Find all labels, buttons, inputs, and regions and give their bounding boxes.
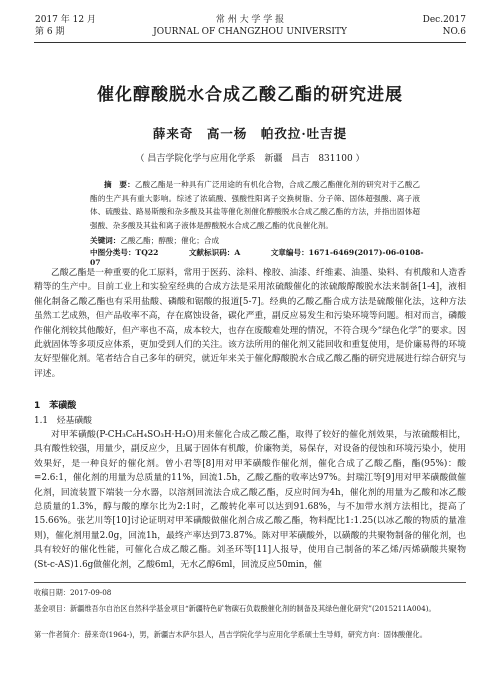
header-rule bbox=[34, 42, 466, 43]
footnote-author: 第一作者简介：薛来奇(1964-)，男，新疆吉木萨尔县人，昌吉学院化学与应用化学系硕士生导师，研究方向：固体酸催化。 bbox=[34, 630, 427, 639]
journal-name-cn: 常 州 大 学 学 报 bbox=[215, 15, 285, 25]
abstract-text: 乙酸乙酯是一种具有广泛用途的有机化合物，合成乙酸乙酯催化剂的研究对于乙酸乙酯的生产具有重大影响。综述了浓硫酸、强酸性阳离子交换树脂、分子筛、固体超强酸、离子液体、硫酸盐、路易斯酸和杂多酸及其盐等催化剂催化醇酸脱水合成乙酸乙酯的方法，并指出固体超强酸、杂多酸及其盐和离子液体是醇酸脱水合成乙酸乙酯的优良催化剂。 bbox=[90, 180, 420, 230]
clc-number: 中图分类号：TQ22 bbox=[90, 248, 159, 257]
keywords-label: 关键词： bbox=[90, 236, 121, 245]
header-right bbox=[423, 14, 466, 38]
intro-text: 乙酸乙酯是一种重要的化工原料，常用于医药、涂料、橡胶、油漆、纤维素、油墨、染料、有机酸和人造香精等的生产中。目前工业上和实验室经典的合成方法是采用浓硫酸催化的浓硫酸醇酸脱水法来制备[1-4]，液相催化制备乙酸乙酯也有采用盐酸、磷酸和锯酸的报道[5-7]。经典的乙酸乙酯合成方法是硫酸催化法，这种方法虽然工艺成熟，但产品收率不高，存在腐蚀设备，碳化严重，副反应易发生和污染环境等问题。相对而言，磷酸作催化剂较其他酸好，但产率也不高，成本较大，也存在废酸难处理的情况，不符合现今“绿色化学”的要求。因此就固体等多项反应体系，更加受到人们的关注。该方法所用的催化剂又能回收和重复使用，是价廉易得的环境友好型催化剂。笔者结合自己多年的研究，就近年来关于催化醇酸脱水合成乙酸乙酯的研究进展进行综合研究与评述。 bbox=[34, 268, 466, 379]
document-code: 文献标识码：A bbox=[188, 248, 241, 257]
footnote-rule bbox=[34, 582, 466, 583]
intro-paragraph bbox=[34, 266, 466, 381]
keywords bbox=[90, 235, 430, 246]
abstract bbox=[90, 178, 420, 232]
paper-title: 催化醇酸脱水合成乙酸乙酯的研究进展 bbox=[97, 85, 403, 105]
journal-name-en: JOURNAL OF CHANGZHOU UNIVERSITY bbox=[153, 27, 347, 37]
abstract-label: 摘 要： bbox=[104, 180, 135, 189]
section-heading-1: 1 苯磺酸 bbox=[34, 401, 77, 411]
footnote-received: 收稿日期：2017-09-08 bbox=[34, 588, 112, 597]
section-paragraph bbox=[34, 428, 466, 572]
author-list: 薛来奇 高一杨 帕孜拉·吐吉提 bbox=[152, 126, 348, 141]
classification-line bbox=[90, 247, 430, 267]
header-date-en: Dec.2017 bbox=[422, 15, 466, 25]
affiliation: （ 昌吉学院化学与应用化学系 新疆 昌吉 831100 ） bbox=[135, 154, 365, 164]
keywords-text: 乙酸乙酯；醇酸；催化；合成 bbox=[120, 236, 220, 245]
section-heading-1-1: 1.1 烃基磺酸 bbox=[34, 416, 92, 426]
article-number: 文章编号：1671-6469(2017)-06-0108-07 bbox=[90, 248, 424, 267]
footnote-fund: 基金项目：新疆维吾尔自治区自然科学基金项目“新疆特色矿物碳石负载酸催化剂的制备及其绿色催化研究”(2015211A004)。 bbox=[34, 604, 436, 613]
section-text: 对甲苯磺酸(P-CH₃C₆H₄SO₃H·H₂O)用来催化合成乙酸乙酯，取得了较好的催化剂效果，与浓硫酸相比，具有酸性较强，用量少，副反应少，且属于固体有机酸，价廉物美，易保存，对设备的侵蚀和环境污染小，使用效果好，是一种良好的催化剂。曾小君等[8]用对甲苯磺酸作催化剂，催化合成了乙酸乙酯，酯(95%)：酸=2.6:1，催化剂的用量为总质量的11%，回流1.5h，乙酸乙酯的收率达97%。封瑞江等[9]用对甲苯磺酸做催化剂，回流装置下端装一分水器，以溶剂回流法合成乙酸乙酯，反应时间为4h，催化剂的用量为乙酸和冰乙酸总质量的1.3%，醇与酸的摩尔比为2:1时，乙酸转化率可以达到91.68%，与不加带水剂方法相比，提高了15.66%。张艺川等[10]讨论证明对甲苯磺酸做催化剂合成乙酸乙酯，物料配比1:1.25(以冰乙酸的物质的量准则)，催化剂用量2.0g，回流1h，最终产率达到73.87%。陈对甲苯磺酸外，以磺酸的共聚物制备的催化剂，也具有较好的催化性能，可催化合成乙酸乙酯。刘圣环等[11]人报导，使用自己制备的苯乙烯/丙烯磺酸共聚物(St-c-AS)1.6g做催化剂，乙酸6ml，无水乙醇6ml，回流反应50min，催 bbox=[34, 430, 466, 570]
header-issue-en: NO.6 bbox=[442, 27, 466, 37]
header-date: 2017 年 12 月 bbox=[35, 15, 96, 25]
header-issue: 第 6 期 bbox=[35, 27, 65, 37]
